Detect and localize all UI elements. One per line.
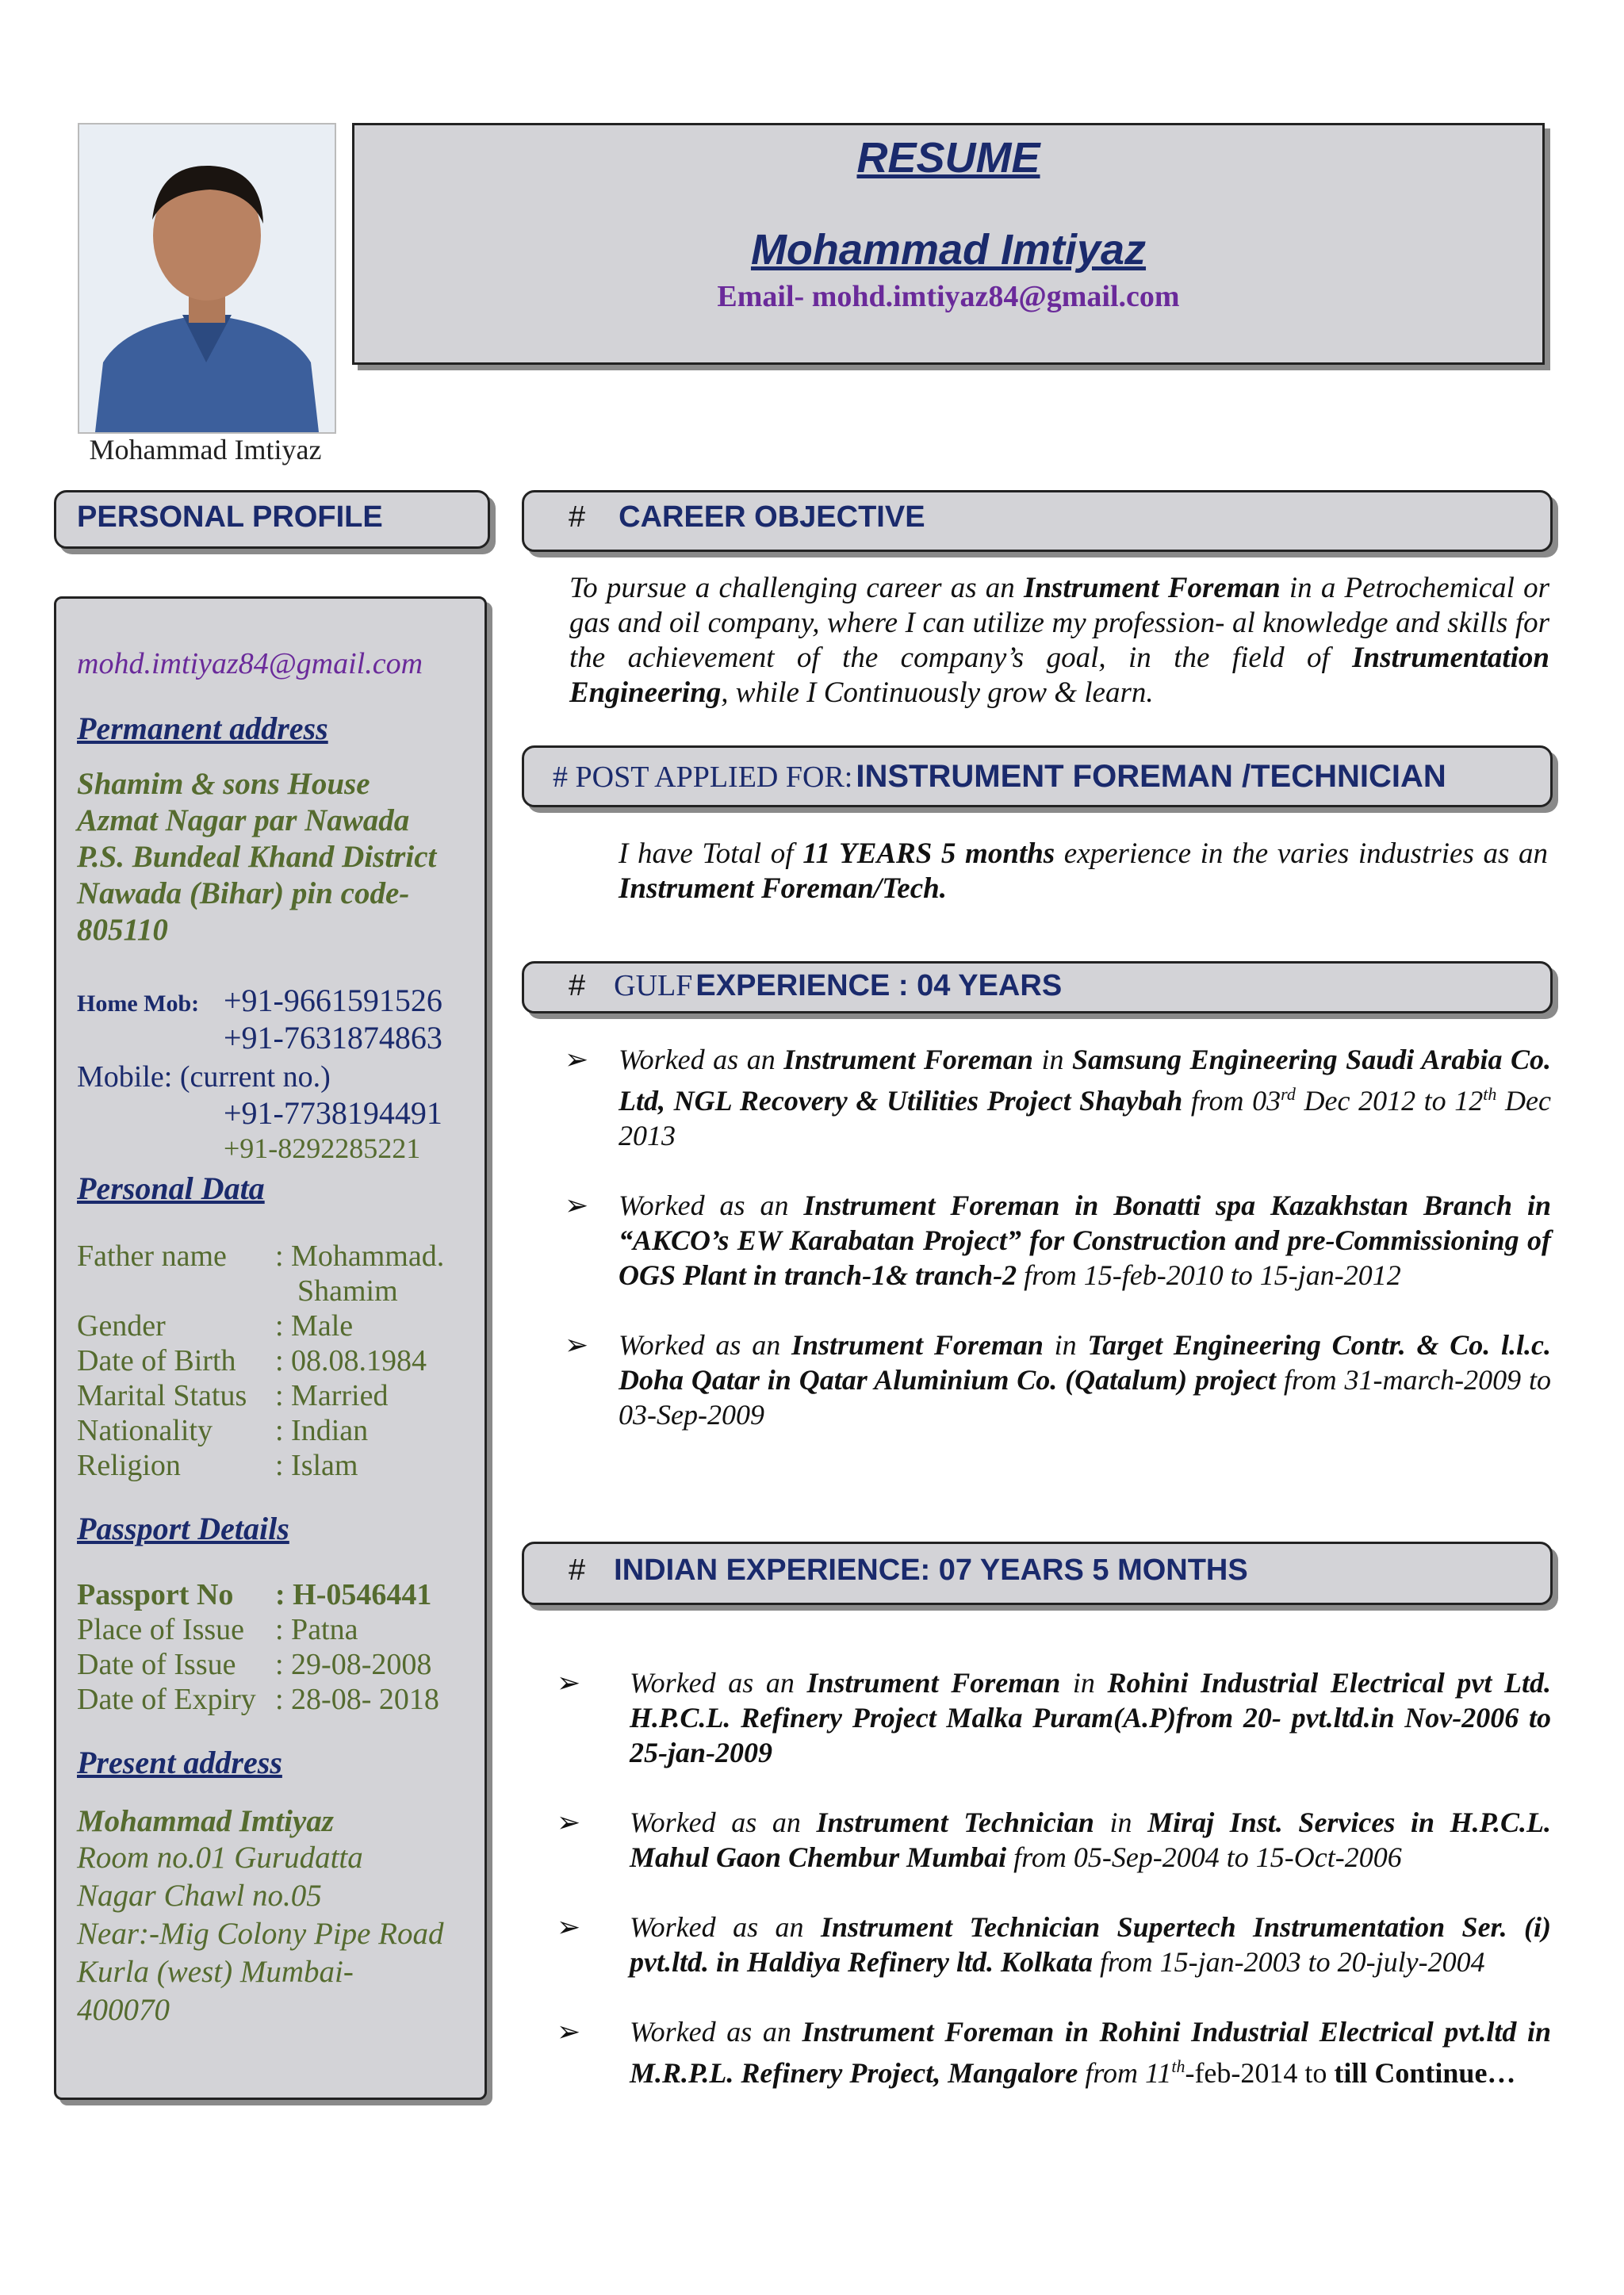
father-name-value: : Mohammad. <box>275 1239 445 1273</box>
passport-heading: Passport Details <box>77 1511 289 1546</box>
address-line: 400070 <box>77 1993 170 2027</box>
father-name-row <box>77 1239 485 1274</box>
religion-value: : Islam <box>275 1449 358 1482</box>
date-issue-row <box>77 1647 485 1682</box>
resume-title: RESUME <box>856 134 1040 182</box>
item-text: Dec 2012 to 12 <box>1295 1085 1484 1117</box>
email-label: Email- <box>717 280 805 313</box>
item-bold: Miraj Inst. Services in H.P.C.L. Mahul Gaon Chembur Mumbai <box>630 1806 1551 1873</box>
date-issue-value: : 29-08-2008 <box>275 1648 432 1681</box>
item-bold: Samsung Engineering Saudi Arabia Co. Ltd, NGL Recovery & Utilities Project Shaybah <box>619 1044 1551 1117</box>
permanent-address <box>77 766 485 948</box>
item-sup: th <box>1483 1084 1497 1104</box>
nationality-label: Nationality <box>77 1414 213 1447</box>
date-expiry-value: : 28-08- 2018 <box>275 1683 439 1716</box>
objective-bold: Instrument Foreman <box>1023 572 1281 604</box>
item-bold: Instrument Foreman <box>791 1329 1044 1361</box>
item-bold: Instrument Foreman in Bonatti spa Kazakhstan Branch in “AKCO’s EW Karabatan Project” for Construction and pre-Commissioning of OGS Plant in tranch-1& tranch-2 <box>619 1190 1551 1291</box>
header-box <box>352 123 1545 365</box>
career-objective-header <box>522 490 1553 552</box>
bullet-arrow-icon: ➢ <box>557 1911 581 1943</box>
indian-experience-list <box>557 1665 1551 2090</box>
address-line: Room no.01 Gurudatta <box>77 1841 363 1875</box>
date-expiry-label: Date of Expiry <box>77 1683 256 1716</box>
list-item <box>557 2014 1551 2090</box>
item-text: Worked as an <box>630 1806 817 1838</box>
address-line: Nawada (Bihar) pin code- <box>77 876 410 910</box>
list-item <box>565 1188 1551 1293</box>
post-applied-value: INSTRUMENT FOREMAN /TECHNICIAN <box>856 759 1446 794</box>
bullet-arrow-icon: ➢ <box>565 1190 589 1221</box>
item-bold: Instrument Technician <box>816 1806 1094 1838</box>
gender-row <box>77 1308 485 1343</box>
item-bold: Instrument Foreman <box>783 1044 1033 1075</box>
address-line: Near:-Mig Colony Pipe Road <box>77 1917 444 1951</box>
home-mob-2: +91-7631874863 <box>224 1020 442 1056</box>
post-applied-label: # POST APPLIED FOR: <box>553 761 853 794</box>
marital-row <box>77 1378 485 1413</box>
bullet-arrow-icon: ➢ <box>565 1329 589 1361</box>
passport-no-label: Passport No <box>77 1578 234 1611</box>
address-line: P.S. Bundeal Khand District <box>77 840 437 874</box>
list-item <box>565 1328 1551 1432</box>
header-email-line <box>354 279 1542 314</box>
place-issue-row <box>77 1612 485 1647</box>
nationality-value: : Indian <box>275 1414 369 1447</box>
indian-hash: # <box>569 1554 586 1587</box>
objective-bold: Instrumentation Engineering <box>569 642 1549 709</box>
gulf-experience-title: EXPERIENCE : 04 YEARS <box>695 969 1063 1002</box>
dob-label: Date of Birth <box>77 1344 236 1377</box>
place-issue-value: : Patna <box>275 1613 358 1646</box>
father-name-label: Father name <box>77 1239 227 1273</box>
passport-no-value: : H-0546441 <box>275 1578 432 1611</box>
address-line: 805110 <box>77 913 168 947</box>
item-text: from 03 <box>1182 1085 1281 1117</box>
sidebar-panel <box>54 596 487 2100</box>
item-text: from 11 <box>1078 2057 1172 2089</box>
home-mob-row <box>77 982 485 1019</box>
objective-text: To pursue a challenging career as an <box>569 572 1024 604</box>
marital-value: : Married <box>275 1379 389 1412</box>
post-applied-header <box>522 745 1553 807</box>
item-sup: th <box>1171 2056 1185 2076</box>
home-mob-1: +91-9661591526 <box>224 983 442 1018</box>
summary-text: I have Total of <box>619 837 803 870</box>
candidate-name: Mohammad Imtiyaz <box>750 226 1147 274</box>
personal-data-list <box>77 1239 485 1483</box>
career-objective-hash: # <box>569 500 586 534</box>
date-expiry-row <box>77 1682 485 1717</box>
address-line: Kurla (west) Mumbai- <box>77 1955 354 1989</box>
list-item <box>565 1042 1551 1153</box>
present-address <box>77 1839 485 2029</box>
place-issue-label: Place of Issue <box>77 1613 245 1646</box>
item-text: Worked as an <box>619 1190 804 1221</box>
item-bold: till Continue… <box>1334 2057 1516 2089</box>
item-text: from 15-jan-2003 to 20-july-2004 <box>1092 1946 1485 1978</box>
gender-value: : Male <box>275 1309 354 1343</box>
item-text: Worked as an <box>619 1329 791 1361</box>
religion-label: Religion <box>77 1449 181 1482</box>
marital-label: Marital Status <box>77 1379 247 1412</box>
gulf-experience-list <box>565 1042 1551 1432</box>
photo-caption: Mohammad Imtiyaz <box>89 434 322 466</box>
profile-photo <box>78 123 336 434</box>
gulf-hash: # <box>569 969 586 1002</box>
career-objective-text <box>569 571 1549 711</box>
objective-text: , while I Continuously grow & learn. <box>721 676 1154 709</box>
present-address-heading: Present address <box>77 1745 282 1780</box>
gulf-experience-header <box>522 961 1553 1013</box>
item-bold: Instrument Technician Supertech Instrumentation Ser. (i) pvt.ltd. in Haldiya Refinery ltd. Kolkata <box>630 1911 1551 1978</box>
indian-experience-title: INDIAN EXPERIENCE: 07 YEARS 5 MONTHS <box>614 1554 1248 1587</box>
summary-text: experience in the varies industries as an <box>1055 837 1548 870</box>
summary-bold: 11 YEARS 5 months <box>802 837 1055 870</box>
date-issue-label: Date of Issue <box>77 1648 236 1681</box>
item-text: Worked as an <box>630 2016 802 2048</box>
address-line: Azmat Nagar par Nawada <box>77 803 410 837</box>
passport-no-row <box>77 1577 485 1612</box>
item-text: from 31-march-2009 to 03-Sep-2009 <box>619 1364 1552 1431</box>
summary-bold: Instrument Foreman/Tech. <box>619 872 947 905</box>
list-item <box>557 1665 1551 1770</box>
personal-profile-header <box>54 490 490 549</box>
item-text: -feb-2014 to <box>1185 2057 1335 2089</box>
item-text: Dec 2013 <box>619 1085 1551 1151</box>
objective-text: in a Petrochemical or gas and oil company, where I can utilize my profession- al knowledge and skills for the achievement of the company’s goal, in the field of <box>569 572 1549 674</box>
item-bold: Instrument Foreman in Rohini Industrial Electrical pvt.ltd in M.R.P.L. Refinery Project, Mangalore <box>630 2016 1551 2089</box>
item-text: Worked as an <box>619 1044 784 1075</box>
personal-data-heading: Personal Data <box>77 1170 265 1206</box>
list-item <box>557 1910 1551 1979</box>
bullet-arrow-icon: ➢ <box>557 2016 581 2048</box>
item-text: in <box>1094 1806 1148 1838</box>
father-name-value-cont: Shamim <box>297 1274 398 1308</box>
career-objective-title: CAREER OBJECTIVE <box>619 500 925 534</box>
bullet-arrow-icon: ➢ <box>557 1806 581 1838</box>
mobile-1: +91-7738194491 <box>224 1095 442 1131</box>
item-text: Worked as an <box>630 1667 807 1699</box>
experience-summary <box>619 837 1548 906</box>
mobile-2: +91-8292285221 <box>224 1132 421 1164</box>
gender-label: Gender <box>77 1309 166 1343</box>
header-email-link[interactable]: mohd.imtiyaz84@gmail.com <box>811 280 1180 313</box>
dob-row <box>77 1343 485 1378</box>
item-text: Worked as an <box>630 1911 821 1943</box>
item-bold: Rohini Industrial Electrical pvt Ltd. H.P.C.L. Refinery Project Malka Puram(A.P)from 20- pvt.ltd.in Nov-2006 to 25-jan-2009 <box>630 1667 1551 1768</box>
gulf-prefix: GULF <box>614 969 693 1002</box>
item-text: from 15-feb-2010 to 15-jan-2012 <box>1017 1259 1401 1291</box>
mobile-label: Mobile: (current no.) <box>77 1060 331 1094</box>
item-bold: Target Engineering Contr. & Co. l.l.c. Doha Qatar in Qatar Aluminium Co. (Qatalum) project <box>619 1329 1551 1396</box>
present-address-name: Mohammad Imtiyaz <box>77 1804 334 1838</box>
bullet-arrow-icon: ➢ <box>557 1667 581 1699</box>
item-bold: Instrument Foreman <box>806 1667 1061 1699</box>
person-silhouette-icon <box>79 125 335 432</box>
item-text: in <box>1043 1329 1088 1361</box>
indian-experience-header <box>522 1542 1553 1605</box>
personal-profile-title: PERSONAL PROFILE <box>77 500 383 534</box>
item-text: in <box>1032 1044 1072 1075</box>
list-item <box>557 1805 1551 1875</box>
nationality-row <box>77 1413 485 1448</box>
address-line: Nagar Chawl no.05 <box>77 1879 322 1913</box>
item-text: from 05-Sep-2004 to 15-Oct-2006 <box>1006 1841 1402 1873</box>
item-sup: rd <box>1281 1084 1296 1104</box>
item-text: in <box>1060 1667 1108 1699</box>
home-mob-label: Home Mob: <box>77 990 200 1017</box>
dob-value: : 08.08.1984 <box>275 1344 427 1377</box>
address-line: Shamim & sons House <box>77 767 370 801</box>
permanent-address-heading: Permanent address <box>77 711 328 746</box>
passport-list <box>77 1577 485 1717</box>
sidebar-email[interactable]: mohd.imtiyaz84@gmail.com <box>77 647 423 680</box>
bullet-arrow-icon: ➢ <box>565 1044 589 1075</box>
religion-row <box>77 1448 485 1483</box>
